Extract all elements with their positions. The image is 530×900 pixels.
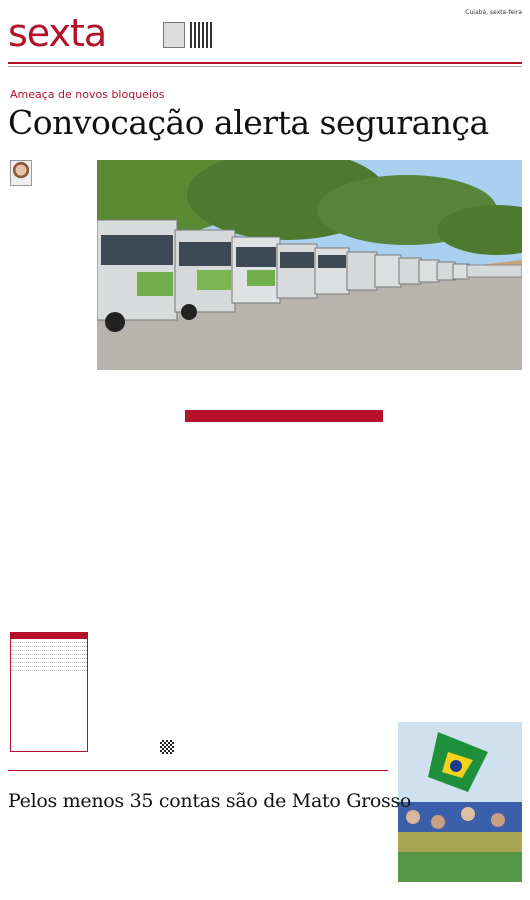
side-story-body-1 xyxy=(398,462,522,562)
table-header xyxy=(185,410,324,422)
section-masthead: sexta xyxy=(8,11,107,55)
bottom-story-col-3 xyxy=(202,816,292,894)
accounts-table xyxy=(185,410,383,422)
table-header-row xyxy=(185,410,383,422)
top-rule xyxy=(8,62,522,64)
edition-info xyxy=(465,8,522,18)
edition-date: Cuiabá, sexta-feira xyxy=(465,9,522,16)
article-kicker: Ameaça de novos bloqueios xyxy=(10,88,165,101)
table-header xyxy=(324,410,383,422)
bottom-story-headline: Pelos menos 35 contas são de Mato Grosso xyxy=(8,790,412,812)
qr-code-icon xyxy=(160,740,174,754)
side-story-photo xyxy=(398,722,522,882)
newspaper-logo-icon xyxy=(163,22,185,48)
article-column-middle xyxy=(97,397,177,732)
article-column-left xyxy=(10,200,88,625)
bottom-story-col-1 xyxy=(10,826,96,894)
bottom-rule xyxy=(8,770,388,771)
buses-photo-illustration xyxy=(97,160,522,370)
bottom-story-col-4 xyxy=(300,816,388,894)
barcode-icon xyxy=(190,22,214,48)
sidebar-item xyxy=(11,667,87,671)
lead-photo xyxy=(97,160,522,370)
sidebar-box xyxy=(10,632,88,752)
bottom-story-col-2 xyxy=(104,816,194,894)
author-avatar-icon xyxy=(10,160,32,186)
top-rule-thin xyxy=(8,66,522,67)
article-headline: Convocação alerta segurança xyxy=(8,103,489,142)
protest-photo-illustration xyxy=(398,722,522,882)
side-story-body-2 xyxy=(398,575,522,715)
